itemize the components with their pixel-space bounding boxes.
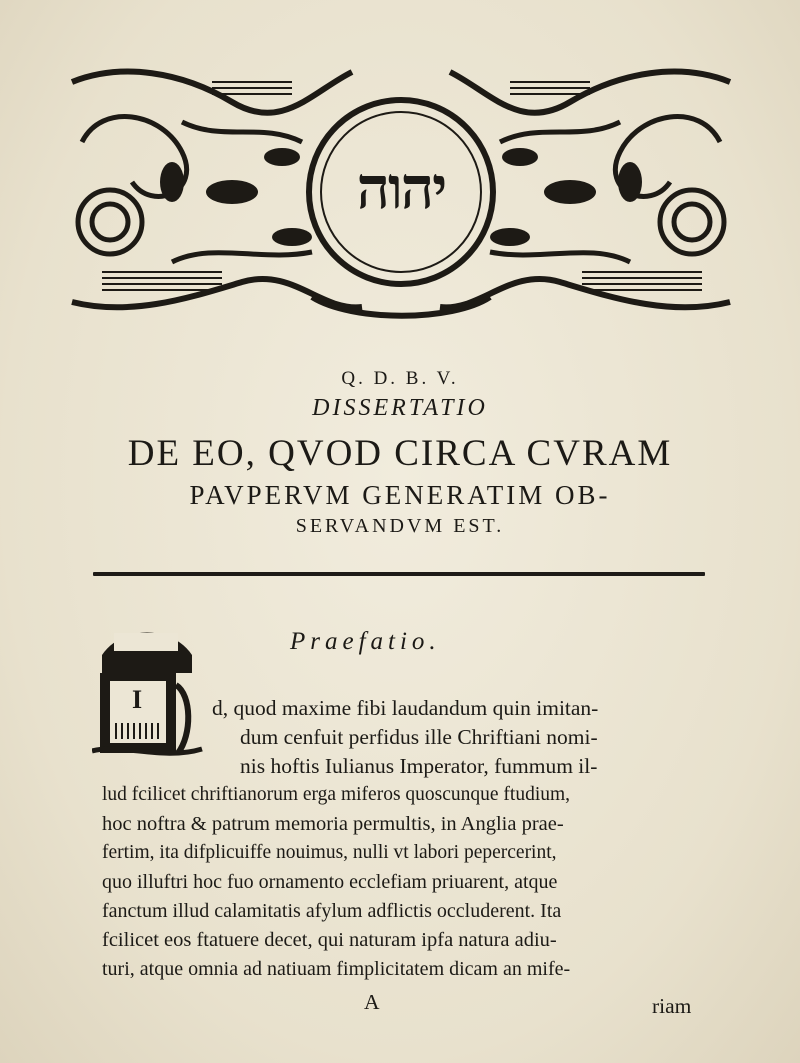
body-line: nis hoftis Iulianus Imperator, fummum il-: [240, 754, 598, 778]
body-line: hoc noftra & patrum memoria permultis, in Anglia prae-: [102, 813, 564, 835]
dissertatio-heading: DISSERTATIO: [312, 395, 488, 421]
body-line: fcilicet eos ftatuere decet, qui naturam ipfa natura adiu-: [102, 929, 557, 951]
invocation: Q. D. B. V.: [341, 368, 459, 389]
body-line: fertim, ita difplicuiffe nouimus, nulli vt labori pepercerint,: [102, 842, 557, 863]
body-line: fanctum illud calamitatis afylum adflictis occluderent. Ita: [102, 900, 562, 922]
initial-letter: I: [131, 685, 143, 714]
body-line: turi, atque omnia ad natiuam fimplicitatem dicam an mife-: [102, 958, 571, 980]
title-line-2: PAVPERVM GENERATIM OB-: [189, 480, 611, 510]
ornamental-headpiece: [62, 62, 740, 324]
catchword: riam: [652, 994, 692, 1018]
decorated-initial: [92, 625, 204, 761]
body-line: dum cenfuit perfidus ille Chriftiani nomi-: [240, 725, 598, 749]
preface-heading: Praefatio.: [290, 628, 441, 655]
body-line: quo illuftri hoc fuo ornamento ecclefiam priuarent, atque: [102, 871, 558, 893]
title-line-3: SERVANDVM EST.: [295, 515, 505, 537]
signature-mark: A: [364, 990, 380, 1014]
body-line: d, quod maxime fibi laudandum quin imitan-: [212, 696, 599, 720]
title-line-1: DE EO, QVOD CIRCA CVRAM: [127, 433, 673, 474]
body-line: lud fcilicet chriftianorum erga miferos quoscunque ftudium,: [102, 784, 571, 805]
tetragrammaton-text: יהוה: [356, 154, 446, 222]
horizontal-rule: [93, 572, 705, 576]
